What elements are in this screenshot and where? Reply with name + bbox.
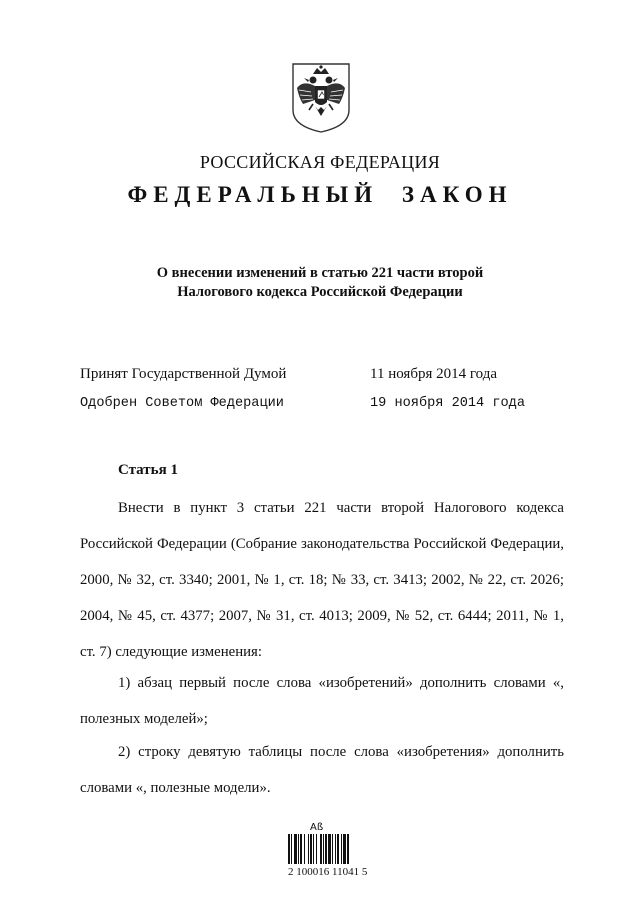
barcode-bar xyxy=(341,834,342,864)
barcode-bar xyxy=(291,834,292,864)
barcode-bar xyxy=(337,834,339,864)
barcode-bars xyxy=(288,834,368,864)
law-title: ФЕДЕРАЛЬНЫЙ ЗАКОН xyxy=(127,182,513,207)
barcode-bar xyxy=(335,834,336,864)
adoption-label: Принят Государственной Думой xyxy=(80,366,287,382)
barcode-bar xyxy=(343,834,346,864)
barcode-bar xyxy=(310,834,312,864)
barcode-bar xyxy=(325,834,327,864)
article-paragraph: 2) строку девятую таблицы после слова «изобретения» дополнить словами «, полезные модели». xyxy=(80,744,564,796)
barcode-bar xyxy=(304,834,305,864)
adoption-label: Одобрен Советом Федерации xyxy=(80,396,284,411)
law-subject-line: О внесении изменений в статью 221 части второй xyxy=(156,265,484,281)
adoption-date: 11 ноября 2014 года xyxy=(370,366,498,382)
coat-of-arms-emblem xyxy=(289,60,353,134)
article-heading: Статья 1 xyxy=(118,462,178,478)
barcode-bar xyxy=(313,834,314,864)
barcode-bar xyxy=(300,834,302,864)
barcode-bar xyxy=(294,834,297,864)
barcode-bar xyxy=(308,834,309,864)
article-paragraph: 1) абзац первый после слова «изобретений» дополнить словами «, полезных моделей»; xyxy=(80,675,564,727)
barcode-bar xyxy=(316,834,317,864)
barcode-bar xyxy=(323,834,324,864)
law-subject-line: Налогового кодекса Российской Федерации xyxy=(177,284,463,300)
adoption-date: 19 ноября 2014 года xyxy=(370,396,525,411)
barcode-bar xyxy=(347,834,349,864)
adoption-row-council xyxy=(80,396,560,416)
barcode-mark: Aß xyxy=(310,822,324,833)
barcode-bar xyxy=(332,834,333,864)
barcode-bar xyxy=(328,834,331,864)
country-name: РОССИЙСКАЯ ФЕДЕРАЦИЯ xyxy=(199,152,441,172)
document-barcode xyxy=(288,822,368,882)
barcode-bar xyxy=(288,834,290,864)
barcode-bar xyxy=(320,834,322,864)
barcode-number: 2 100016 11041 5 xyxy=(288,866,368,878)
law-subject xyxy=(0,264,640,302)
article-paragraph: Внести в пункт 3 статьи 221 части второй Налогового кодекса Российской Федерации (Собрание законодательства Российской Федерации, 2000, № 32, ст. 3340; 2001, № 1, ст. 18; № 33, ст. 3413; 2002, № 22, ст. 2026; 2004, № 45, ст. 4377; 2007, № 31, ст. 4013; 2009, № 52, ст. 6444; 2011, № 1, ст. 7) следующие изменения: xyxy=(80,500,564,660)
barcode-bar xyxy=(298,834,299,864)
adoption-row-duma xyxy=(80,366,560,386)
